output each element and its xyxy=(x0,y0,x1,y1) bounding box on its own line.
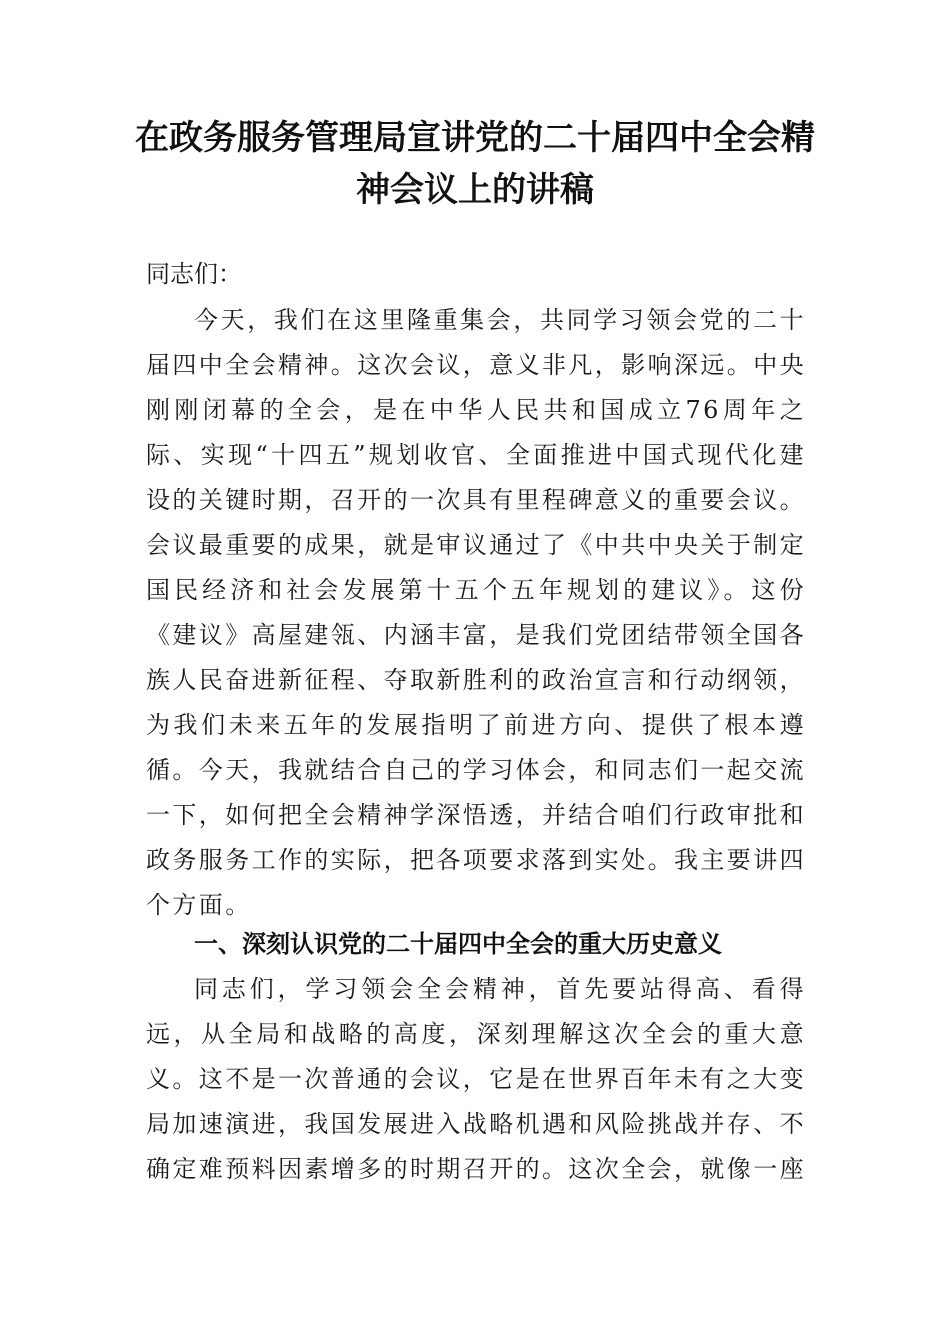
paragraph-section-1: 同志们，学习领会全会精神，首先要站得高、看得远，从全局和战略的高度，深刻理解这次全会的重大意义。这不是一次普通的会议，它是在世界百年未有之大变局加速演进，我国发展进入战略机遇和风险挑战并存、不确定难预料因素增多的时期召开的。这次全会，就像一座 xyxy=(146,975,806,1183)
section-heading: 一、深刻认识党的二十届四中全会的重大历史意义 xyxy=(194,930,722,958)
salutation: 同志们： xyxy=(146,260,242,288)
document-title: 在政务服务管理局宣讲党的二十届四中全会精神会议上的讲稿 xyxy=(135,118,815,210)
paragraph-intro: 今天，我们在这里隆重集会，共同学习领会党的二十届四中全会精神。这次会议，意义非凡，影响深远。中央刚刚闭幕的全会，是在中华人民共和国成立76周年之际、实现“十四五”规划收官、全面推进中国式现代化建设的关键时期，召开的一次具有里程碑意义的重要会议。会议最重要的成果，就是审议通过了《中共中央关于制定国民经济和社会发展第十五个五年规划的建议》。这份《建议》高屋建瓴、内涵丰富，是我们党团结带领全国各族人民奋进新征程、夺取新胜利的政治宣言和行动纲领，为我们未来五年的发展指明了前进方向、提供了根本遵循。今天，我就结合自己的学习体会，和同志们一起交流一下，如何把全会精神学深悟透，并结合咱们行政审批和政务服务工作的实际，把各项要求落到实处。我主要讲四个方面。 xyxy=(146,306,806,919)
